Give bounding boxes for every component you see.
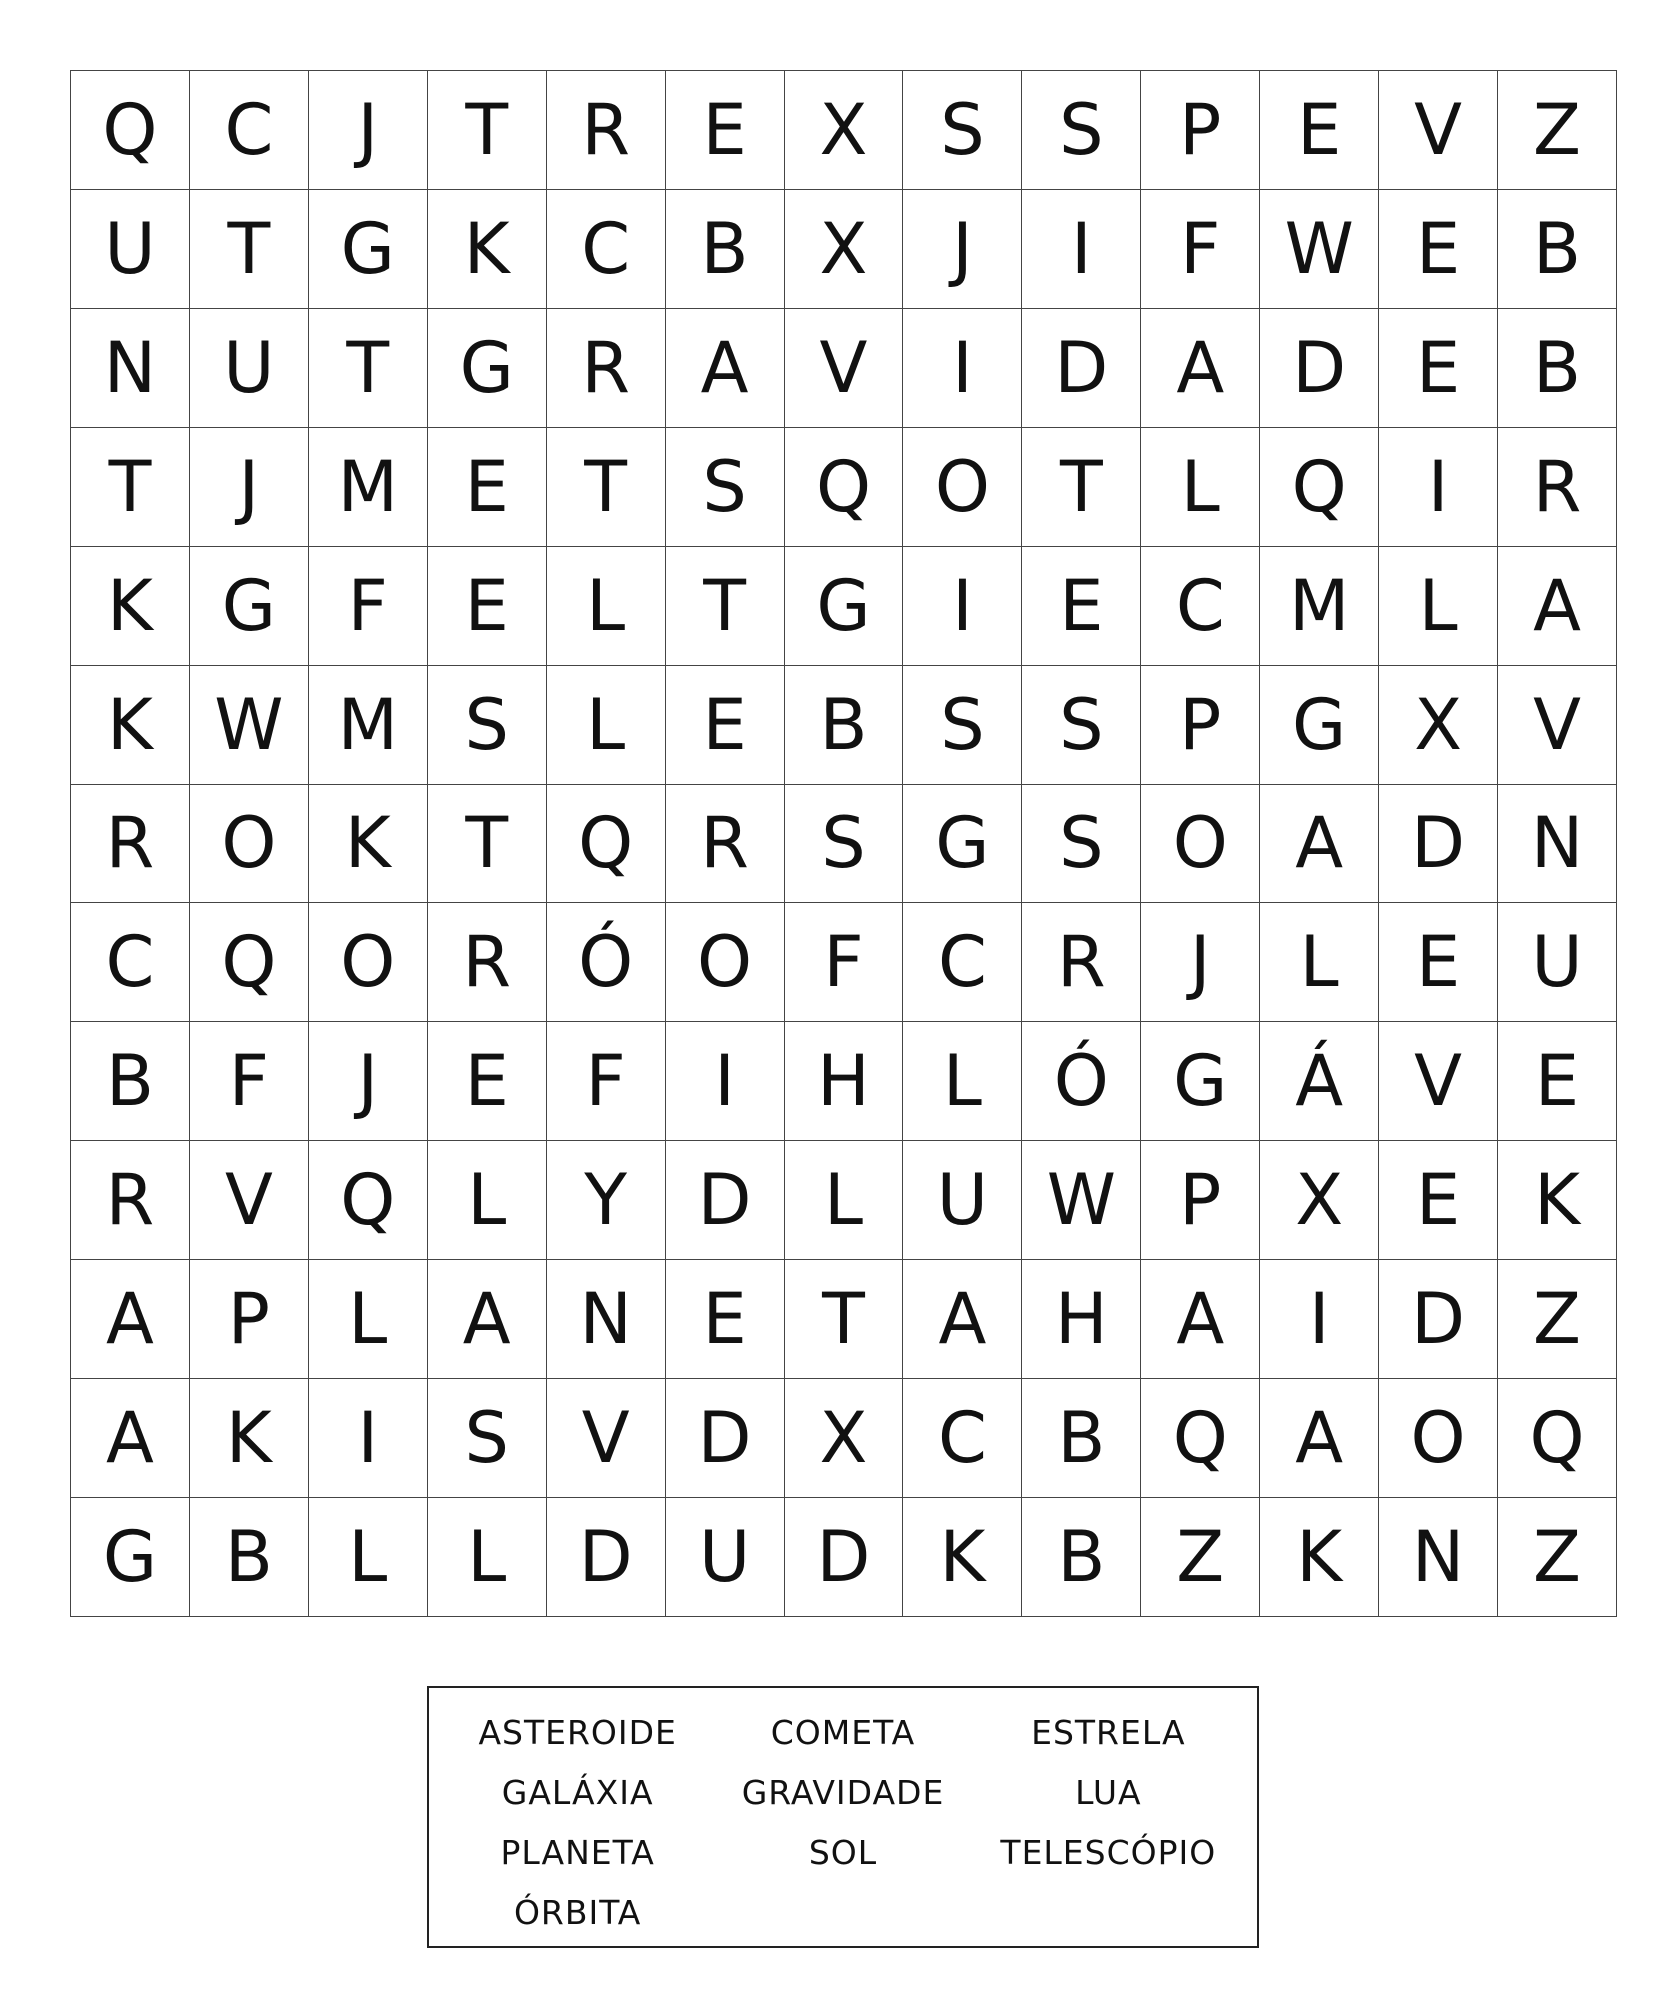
grid-cell[interactable]: T bbox=[785, 1260, 904, 1379]
grid-cell[interactable]: G bbox=[1141, 1022, 1260, 1141]
grid-cell[interactable]: K bbox=[71, 666, 190, 785]
grid-cell[interactable]: J bbox=[309, 71, 428, 190]
grid-cell[interactable]: S bbox=[428, 666, 547, 785]
grid-cell[interactable]: J bbox=[190, 428, 309, 547]
grid-cell[interactable]: J bbox=[903, 190, 1022, 309]
grid-cell[interactable]: O bbox=[903, 428, 1022, 547]
grid-cell[interactable]: I bbox=[903, 309, 1022, 428]
grid-cell[interactable]: D bbox=[1379, 785, 1498, 904]
grid-cell[interactable]: N bbox=[547, 1260, 666, 1379]
grid-cell[interactable]: N bbox=[71, 309, 190, 428]
grid-cell[interactable]: E bbox=[666, 71, 785, 190]
grid-cell[interactable]: B bbox=[1498, 190, 1617, 309]
grid-cell[interactable]: L bbox=[309, 1498, 428, 1617]
grid-cell[interactable]: L bbox=[785, 1141, 904, 1260]
grid-cell[interactable]: T bbox=[309, 309, 428, 428]
grid-cell[interactable]: R bbox=[428, 903, 547, 1022]
grid-cell[interactable]: Q bbox=[785, 428, 904, 547]
grid-cell[interactable]: I bbox=[666, 1022, 785, 1141]
grid-cell[interactable]: S bbox=[903, 666, 1022, 785]
grid-cell[interactable]: T bbox=[666, 547, 785, 666]
grid-cell[interactable]: U bbox=[71, 190, 190, 309]
grid-cell[interactable]: S bbox=[1022, 666, 1141, 785]
word-list-item: ÓRBITA bbox=[513, 1892, 642, 1932]
grid-cell[interactable]: O bbox=[309, 903, 428, 1022]
grid-cell[interactable]: A bbox=[1260, 785, 1379, 904]
grid-cell[interactable]: L bbox=[428, 1141, 547, 1260]
grid-cell[interactable]: C bbox=[71, 903, 190, 1022]
grid-cell[interactable]: X bbox=[1379, 666, 1498, 785]
grid-cell[interactable]: Q bbox=[547, 785, 666, 904]
word-list-item: ESTRELA bbox=[1031, 1712, 1186, 1752]
grid-cell[interactable]: D bbox=[1379, 1260, 1498, 1379]
grid-cell[interactable]: B bbox=[1498, 309, 1617, 428]
grid-cell[interactable]: B bbox=[190, 1498, 309, 1617]
grid-cell[interactable]: G bbox=[903, 785, 1022, 904]
grid-cell[interactable]: G bbox=[309, 190, 428, 309]
grid-cell[interactable]: B bbox=[71, 1022, 190, 1141]
grid-cell[interactable]: Z bbox=[1498, 71, 1617, 190]
grid-cell[interactable]: L bbox=[309, 1260, 428, 1379]
grid-cell[interactable]: K bbox=[309, 785, 428, 904]
grid-cell[interactable]: Q bbox=[1498, 1379, 1617, 1498]
grid-cell[interactable]: P bbox=[1141, 71, 1260, 190]
grid-cell[interactable]: Ó bbox=[547, 903, 666, 1022]
grid-cell[interactable]: L bbox=[547, 666, 666, 785]
grid-cell[interactable]: Z bbox=[1141, 1498, 1260, 1617]
grid-cell[interactable]: O bbox=[190, 785, 309, 904]
letter-grid bbox=[70, 70, 1617, 1617]
grid-cell[interactable]: L bbox=[1260, 903, 1379, 1022]
grid-cell[interactable]: J bbox=[309, 1022, 428, 1141]
grid-cell[interactable]: G bbox=[190, 547, 309, 666]
grid-cell[interactable]: E bbox=[1379, 903, 1498, 1022]
grid-cell[interactable]: W bbox=[1260, 190, 1379, 309]
grid-cell[interactable]: X bbox=[785, 190, 904, 309]
grid-cell[interactable]: Á bbox=[1260, 1022, 1379, 1141]
grid-cell[interactable]: A bbox=[71, 1260, 190, 1379]
grid-cell[interactable]: S bbox=[903, 71, 1022, 190]
grid-cell[interactable]: R bbox=[71, 785, 190, 904]
grid-cell[interactable]: S bbox=[428, 1379, 547, 1498]
grid-cell[interactable]: A bbox=[1498, 547, 1617, 666]
grid-cell[interactable]: L bbox=[547, 547, 666, 666]
grid-cell[interactable]: N bbox=[1379, 1498, 1498, 1617]
grid-cell[interactable]: M bbox=[309, 428, 428, 547]
grid-cell[interactable]: F bbox=[785, 903, 904, 1022]
grid-cell[interactable]: B bbox=[785, 666, 904, 785]
grid-cell[interactable]: A bbox=[1141, 309, 1260, 428]
grid-cell[interactable]: X bbox=[1260, 1141, 1379, 1260]
word-list-item: ASTEROIDE bbox=[478, 1712, 677, 1752]
grid-cell[interactable]: I bbox=[309, 1379, 428, 1498]
grid-cell[interactable]: C bbox=[547, 190, 666, 309]
grid-cell[interactable]: L bbox=[1141, 428, 1260, 547]
grid-cell[interactable]: C bbox=[190, 71, 309, 190]
grid-cell[interactable]: D bbox=[666, 1141, 785, 1260]
grid-cell[interactable]: U bbox=[666, 1498, 785, 1617]
grid-cell[interactable]: S bbox=[785, 785, 904, 904]
grid-cell[interactable]: T bbox=[1022, 428, 1141, 547]
grid-cell[interactable]: Z bbox=[1498, 1260, 1617, 1379]
grid-cell[interactable]: U bbox=[903, 1141, 1022, 1260]
grid-cell[interactable]: L bbox=[1379, 547, 1498, 666]
grid-cell[interactable]: A bbox=[666, 309, 785, 428]
grid-cell[interactable]: A bbox=[71, 1379, 190, 1498]
grid-cell[interactable]: C bbox=[1141, 547, 1260, 666]
grid-cell[interactable]: Q bbox=[190, 903, 309, 1022]
grid-cell[interactable]: W bbox=[1022, 1141, 1141, 1260]
grid-cell[interactable]: X bbox=[785, 1379, 904, 1498]
grid-cell[interactable]: B bbox=[1022, 1498, 1141, 1617]
grid-cell[interactable]: B bbox=[1022, 1379, 1141, 1498]
grid-cell[interactable]: U bbox=[190, 309, 309, 428]
grid-cell[interactable]: X bbox=[785, 71, 904, 190]
grid-cell[interactable]: Z bbox=[1498, 1498, 1617, 1617]
grid-cell[interactable]: K bbox=[1498, 1141, 1617, 1260]
grid-cell[interactable]: R bbox=[1022, 903, 1141, 1022]
grid-cell[interactable]: T bbox=[428, 785, 547, 904]
grid-cell[interactable]: J bbox=[1141, 903, 1260, 1022]
grid-cell[interactable]: E bbox=[1498, 1022, 1617, 1141]
word-list-item: GRAVIDADE bbox=[741, 1772, 945, 1812]
grid-cell[interactable]: K bbox=[1260, 1498, 1379, 1617]
grid-cell[interactable]: A bbox=[1141, 1260, 1260, 1379]
word-list-item: PLANETA bbox=[500, 1832, 655, 1872]
word-list-item: LUA bbox=[1075, 1772, 1142, 1812]
grid-cell[interactable]: V bbox=[1379, 1022, 1498, 1141]
grid-cell[interactable]: O bbox=[1379, 1379, 1498, 1498]
grid-cell[interactable]: G bbox=[71, 1498, 190, 1617]
grid-cell[interactable]: R bbox=[547, 71, 666, 190]
grid-cell[interactable]: E bbox=[428, 547, 547, 666]
word-bank bbox=[427, 1686, 1259, 1948]
grid-cell[interactable]: R bbox=[666, 785, 785, 904]
grid-cell[interactable]: C bbox=[903, 903, 1022, 1022]
grid-cell[interactable]: I bbox=[1379, 428, 1498, 547]
grid-cell[interactable]: G bbox=[785, 547, 904, 666]
grid-cell[interactable]: F bbox=[547, 1022, 666, 1141]
grid-cell[interactable]: D bbox=[785, 1498, 904, 1617]
grid-cell[interactable]: F bbox=[309, 547, 428, 666]
grid-cell[interactable]: T bbox=[428, 71, 547, 190]
grid-cell[interactable]: F bbox=[190, 1022, 309, 1141]
grid-cell[interactable]: B bbox=[666, 190, 785, 309]
grid-cell[interactable]: E bbox=[1260, 71, 1379, 190]
grid-cell[interactable]: W bbox=[190, 666, 309, 785]
grid-cell[interactable]: H bbox=[785, 1022, 904, 1141]
grid-cell[interactable]: L bbox=[428, 1498, 547, 1617]
grid-cell[interactable]: V bbox=[1379, 71, 1498, 190]
grid-cell[interactable]: I bbox=[1260, 1260, 1379, 1379]
grid-cell[interactable]: A bbox=[428, 1260, 547, 1379]
grid-cell[interactable]: G bbox=[428, 309, 547, 428]
grid-cell[interactable]: G bbox=[1260, 666, 1379, 785]
word-list-item: TELESCÓPIO bbox=[1000, 1832, 1217, 1872]
grid-cell[interactable]: D bbox=[547, 1498, 666, 1617]
grid-cell[interactable]: Y bbox=[547, 1141, 666, 1260]
grid-cell[interactable]: V bbox=[785, 309, 904, 428]
grid-cell[interactable]: P bbox=[1141, 666, 1260, 785]
grid-cell[interactable]: K bbox=[428, 190, 547, 309]
grid-cell[interactable]: A bbox=[903, 1260, 1022, 1379]
grid-cell[interactable]: S bbox=[666, 428, 785, 547]
grid-cell[interactable]: K bbox=[903, 1498, 1022, 1617]
grid-cell[interactable]: T bbox=[547, 428, 666, 547]
grid-cell[interactable]: M bbox=[1260, 547, 1379, 666]
grid-cell[interactable]: E bbox=[1379, 190, 1498, 309]
grid-cell[interactable]: O bbox=[666, 903, 785, 1022]
grid-cell[interactable]: C bbox=[903, 1379, 1022, 1498]
grid-cell[interactable]: E bbox=[428, 1022, 547, 1141]
grid-cell[interactable]: E bbox=[1379, 309, 1498, 428]
grid-cell[interactable]: K bbox=[71, 547, 190, 666]
grid-cell[interactable]: F bbox=[1141, 190, 1260, 309]
word-list-item: GALÁXIA bbox=[501, 1772, 654, 1812]
grid-cell[interactable]: T bbox=[71, 428, 190, 547]
grid-cell[interactable]: M bbox=[309, 666, 428, 785]
grid-cell[interactable]: D bbox=[1260, 309, 1379, 428]
grid-cell[interactable]: R bbox=[71, 1141, 190, 1260]
grid-cell[interactable]: H bbox=[1022, 1260, 1141, 1379]
grid-cell[interactable]: Ó bbox=[1022, 1022, 1141, 1141]
grid-cell[interactable]: S bbox=[1022, 785, 1141, 904]
grid-cell[interactable]: E bbox=[1379, 1141, 1498, 1260]
grid-cell[interactable]: E bbox=[1022, 547, 1141, 666]
grid-cell[interactable]: U bbox=[1498, 903, 1617, 1022]
grid-cell[interactable]: Q bbox=[309, 1141, 428, 1260]
word-list-item: COMETA bbox=[770, 1712, 916, 1752]
grid-cell[interactable]: I bbox=[1022, 190, 1141, 309]
grid-cell[interactable]: E bbox=[428, 428, 547, 547]
grid-cell[interactable]: V bbox=[1498, 666, 1617, 785]
grid-cell[interactable]: E bbox=[666, 666, 785, 785]
grid-cell[interactable]: Q bbox=[1260, 428, 1379, 547]
grid-cell[interactable]: D bbox=[666, 1379, 785, 1498]
grid-cell[interactable]: T bbox=[190, 190, 309, 309]
grid-cell[interactable]: S bbox=[1022, 71, 1141, 190]
grid-cell[interactable]: I bbox=[903, 547, 1022, 666]
grid-cell[interactable]: K bbox=[190, 1379, 309, 1498]
grid-cell[interactable]: V bbox=[190, 1141, 309, 1260]
grid-cell[interactable]: R bbox=[1498, 428, 1617, 547]
grid-cell[interactable]: D bbox=[1022, 309, 1141, 428]
grid-cell[interactable]: P bbox=[1141, 1141, 1260, 1260]
grid-cell[interactable]: E bbox=[666, 1260, 785, 1379]
word-list-item: SOL bbox=[808, 1832, 878, 1872]
grid-cell[interactable]: Q bbox=[71, 71, 190, 190]
grid-cell[interactable]: A bbox=[1260, 1379, 1379, 1498]
grid-cell[interactable]: R bbox=[547, 309, 666, 428]
grid-cell[interactable]: V bbox=[547, 1379, 666, 1498]
grid-cell[interactable]: N bbox=[1498, 785, 1617, 904]
grid-cell[interactable]: Q bbox=[1141, 1379, 1260, 1498]
grid-cell[interactable]: O bbox=[1141, 785, 1260, 904]
grid-cell[interactable]: P bbox=[190, 1260, 309, 1379]
grid-cell[interactable]: L bbox=[903, 1022, 1022, 1141]
